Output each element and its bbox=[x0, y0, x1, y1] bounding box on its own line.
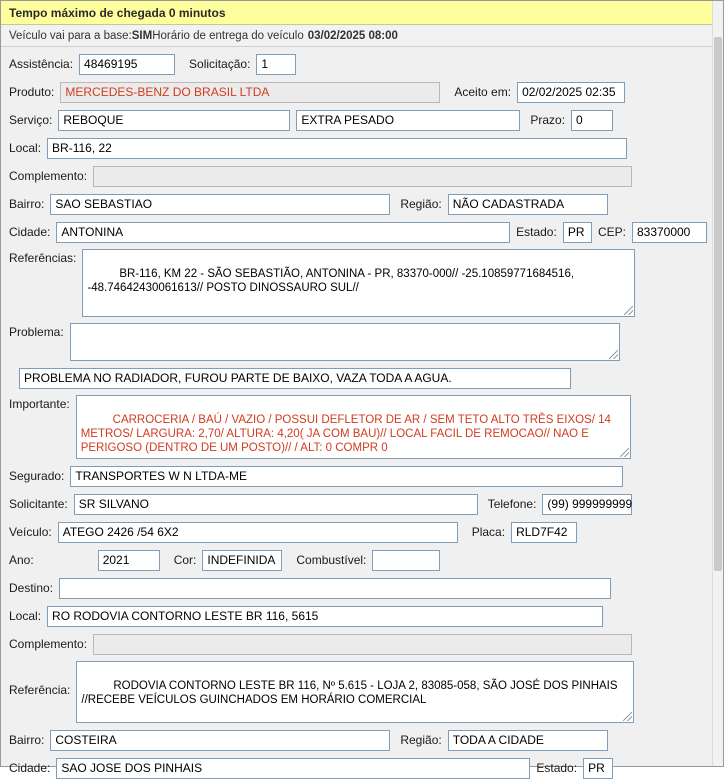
row-destino-complemento bbox=[9, 633, 707, 655]
segurado-input[interactable]: TRANSPORTES W N LTDA-ME bbox=[70, 466, 623, 487]
veiculo-input[interactable]: ATEGO 2426 /54 6X2 bbox=[58, 522, 458, 543]
cor-label: Cor: bbox=[173, 553, 197, 567]
placa-label: Placa: bbox=[471, 525, 506, 539]
row-problema-detalhe bbox=[19, 367, 707, 389]
destino-bairro-input[interactable]: COSTEIRA bbox=[50, 730, 390, 751]
veiculo-label: Veículo: bbox=[9, 525, 52, 539]
combustivel-label: Combustível: bbox=[296, 553, 367, 567]
ano-input[interactable]: 2021 bbox=[98, 550, 160, 571]
bairro-input[interactable]: SAO SEBASTIAO bbox=[50, 194, 390, 215]
row-destino bbox=[9, 577, 707, 599]
problema-label: Problema: bbox=[9, 325, 64, 339]
resize-grip-icon[interactable] bbox=[624, 306, 633, 315]
vertical-scrollbar[interactable] bbox=[712, 1, 723, 766]
destino-bairro-label: Bairro: bbox=[9, 733, 45, 747]
destino-regiao-label: Região: bbox=[400, 733, 442, 747]
telefone-label: Telefone: bbox=[487, 497, 537, 511]
row-veiculo bbox=[9, 521, 707, 543]
base-value: SIM bbox=[131, 29, 153, 42]
delivery-value: 03/02/2025 08:00 bbox=[307, 29, 398, 42]
ano-label: Ano: bbox=[9, 553, 34, 567]
bairro-label: Bairro: bbox=[9, 197, 45, 211]
telefone-input[interactable]: (99) 999999999 bbox=[542, 494, 632, 515]
produto-input[interactable]: MERCEDES-BENZ DO BRASIL LTDA bbox=[60, 82, 440, 103]
form-scroll-content bbox=[1, 1, 715, 779]
combustivel-input[interactable] bbox=[372, 550, 440, 571]
vehicle-base-bar bbox=[1, 25, 715, 47]
resize-grip-icon[interactable] bbox=[620, 448, 629, 457]
local-input[interactable]: BR-116, 22 bbox=[47, 138, 627, 159]
assistance-form bbox=[1, 47, 715, 779]
servico-label: Serviço: bbox=[9, 113, 53, 127]
destino-cidade-input[interactable]: SAO JOSE DOS PINHAIS bbox=[56, 758, 530, 779]
destino-referencia-label: Referência: bbox=[9, 683, 71, 697]
row-solicitante bbox=[9, 493, 707, 515]
delivery-label: Horário de entrega do veículo bbox=[152, 29, 304, 42]
regiao-input[interactable]: NÃO CADASTRADA bbox=[448, 194, 608, 215]
row-destino-cidade bbox=[9, 757, 707, 779]
prazo-label: Prazo: bbox=[530, 113, 566, 127]
base-label: Veículo vai para a base: bbox=[9, 29, 132, 42]
destino-regiao-input[interactable]: TODA A CIDADE bbox=[448, 730, 608, 751]
row-servico bbox=[9, 109, 707, 131]
problema-detalhe-input[interactable]: PROBLEMA NO RADIADOR, FUROU PARTE DE BAIXO, VAZA TODA A AGUA. bbox=[19, 368, 571, 389]
destino-referencia-textarea[interactable] bbox=[76, 661, 634, 723]
row-cidade bbox=[9, 221, 707, 243]
row-destino-local bbox=[9, 605, 707, 627]
destino-cidade-label: Cidade: bbox=[9, 761, 51, 775]
cidade-input[interactable]: ANTONINA bbox=[56, 222, 510, 243]
destino-label: Destino: bbox=[9, 581, 54, 595]
produto-label: Produto: bbox=[9, 85, 55, 99]
aceito-em-input[interactable]: 02/02/2025 02:35 bbox=[517, 82, 625, 103]
row-destino-referencia bbox=[9, 661, 707, 723]
complemento-label: Complemento: bbox=[9, 169, 88, 183]
solicitante-input[interactable]: SR SILVANO bbox=[74, 494, 478, 515]
referencias-label: Referências: bbox=[9, 251, 77, 265]
destino-estado-label: Estado: bbox=[536, 761, 578, 775]
problema-textarea[interactable] bbox=[70, 323, 620, 361]
assistencia-input[interactable]: 48469195 bbox=[79, 54, 175, 75]
importante-textarea[interactable] bbox=[76, 395, 631, 459]
scrollbar-thumb[interactable] bbox=[714, 37, 722, 571]
row-referencias bbox=[9, 249, 707, 317]
row-destino-bairro bbox=[9, 729, 707, 751]
assistencia-label: Assistência: bbox=[9, 57, 74, 71]
destino-referencia-text: RODOVIA CONTORNO LESTE BR 116, Nº 5.615 - LOJA 2, 83085-058, SÃO JOSÉ DOS PINHAIS //RECEBE VEÍCULOS GUINCHADOS EM HORÁRIO COMERCIAL bbox=[81, 680, 624, 706]
row-produto bbox=[9, 81, 707, 103]
segurado-label: Segurado: bbox=[9, 469, 65, 483]
row-complemento bbox=[9, 165, 707, 187]
destino-complemento-input[interactable] bbox=[93, 634, 632, 655]
referencias-textarea[interactable] bbox=[82, 249, 635, 317]
cor-input[interactable]: INDEFINIDA bbox=[202, 550, 282, 571]
destino-input[interactable] bbox=[59, 578, 611, 599]
cep-input[interactable]: 83370000 bbox=[632, 222, 707, 243]
arrival-time-text: Tempo máximo de chegada 0 minutos bbox=[9, 5, 226, 20]
row-importante bbox=[9, 395, 707, 459]
row-segurado bbox=[9, 465, 707, 487]
row-problema bbox=[9, 323, 707, 361]
destino-local-input[interactable]: RO RODOVIA CONTORNO LESTE BR 116, 5615 bbox=[47, 606, 603, 627]
destino-local-label: Local: bbox=[9, 609, 42, 623]
prazo-input[interactable]: 0 bbox=[571, 110, 613, 131]
local-label: Local: bbox=[9, 141, 42, 155]
aceito-em-label: Aceito em: bbox=[454, 85, 512, 99]
row-assistencia bbox=[9, 53, 707, 75]
row-local bbox=[9, 137, 707, 159]
estado-input[interactable]: PR bbox=[563, 222, 592, 243]
cidade-label: Cidade: bbox=[9, 225, 51, 239]
regiao-label: Região: bbox=[400, 197, 442, 211]
destino-estado-input[interactable]: PR bbox=[583, 758, 613, 779]
arrival-time-banner bbox=[1, 1, 715, 25]
servico-input[interactable]: REBOQUE bbox=[58, 110, 290, 131]
cep-label: CEP: bbox=[597, 225, 626, 239]
resize-grip-icon[interactable] bbox=[609, 350, 618, 359]
estado-label: Estado: bbox=[516, 225, 557, 239]
row-bairro bbox=[9, 193, 707, 215]
referencias-text: BR-116, KM 22 - SÃO SEBASTIÃO, ANTONINA - PR, 83370-000// -25.10859771684516, -48.74642430061613// POSTO DINOSSAURO SUL// bbox=[87, 268, 578, 294]
servico-tipo-input[interactable]: EXTRA PESADO bbox=[296, 110, 520, 131]
resize-grip-icon[interactable] bbox=[623, 712, 632, 721]
complemento-input[interactable] bbox=[93, 166, 632, 187]
destino-complemento-label: Complemento: bbox=[9, 637, 88, 651]
solicitacao-label: Solicitação: bbox=[189, 57, 251, 71]
importante-label: Importante: bbox=[9, 397, 70, 411]
solicitacao-input[interactable]: 1 bbox=[256, 54, 296, 75]
importante-text: CARROCERIA / BAÚ / VAZIO / POSSUI DEFLETOR DE AR / SEM TETO ALTO TRÊS EIXOS/ 14 METROS/ LARGURA: 2,70/ ALTURA: 4,20( JA COM BAU)// LOCAL FACIL DE REMOCAO// NAO E PERIGOSO (DENTRO DE UM POSTO)// / ALT: 0 COMPR 0 bbox=[80, 414, 615, 454]
solicitante-label: Solicitante: bbox=[9, 497, 68, 511]
placa-input[interactable]: RLD7F42 bbox=[511, 522, 577, 543]
row-ano-cor-combustivel bbox=[9, 549, 707, 571]
